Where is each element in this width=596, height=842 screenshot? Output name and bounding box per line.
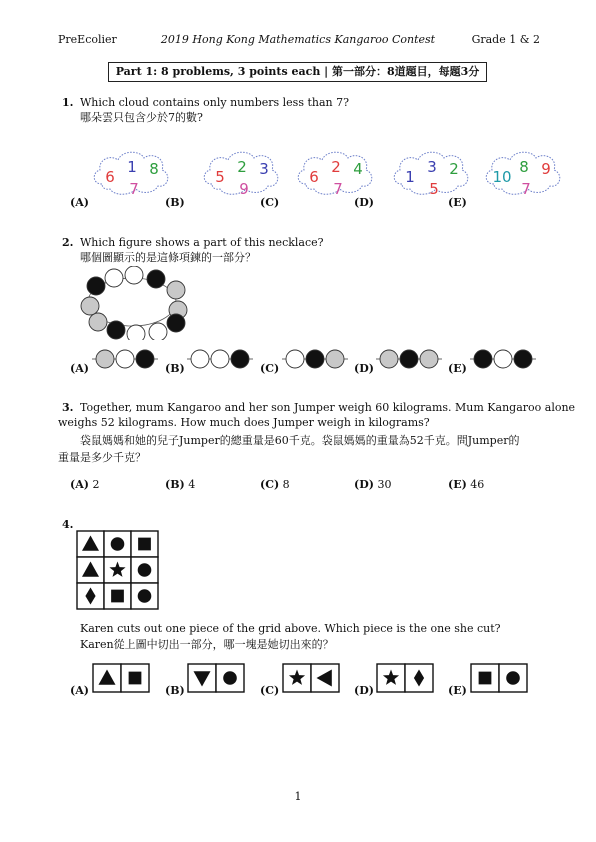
cloud-option[interactable] — [88, 144, 172, 200]
bead — [326, 350, 344, 368]
cloud-number: 6 — [309, 168, 319, 186]
grid-piece-option[interactable] — [376, 663, 434, 693]
necklace-figure — [76, 266, 196, 340]
cloud-number: 5 — [429, 180, 439, 198]
bead — [116, 350, 134, 368]
bead — [380, 350, 398, 368]
necklace-bead — [89, 313, 107, 331]
header-grade-division: PreEcolier — [58, 33, 117, 46]
cloud-number: 5 — [215, 168, 225, 186]
answer-option[interactable]: (C) 8 — [260, 478, 290, 491]
square-icon — [479, 672, 492, 685]
cloud-number: 7 — [333, 180, 343, 198]
cloud-option[interactable] — [480, 144, 564, 200]
cloud-number: 1 — [405, 168, 415, 186]
bead-chain-option[interactable] — [187, 348, 253, 374]
cloud-number: 8 — [149, 160, 159, 178]
circle-icon — [138, 589, 152, 603]
cloud-number: 9 — [239, 180, 249, 198]
necklace-bead — [87, 277, 105, 295]
cloud-number: 1 — [127, 158, 137, 176]
necklace-bead — [127, 325, 145, 340]
option-label: (D) — [354, 362, 374, 375]
part-title: Part 1: 8 problems, 3 points each | 第一部分：8道題目，每題3分 — [108, 62, 487, 82]
bead-chain-option[interactable] — [376, 348, 442, 374]
answer-option[interactable]: (B) 4 — [165, 478, 196, 491]
necklace-bead — [125, 266, 143, 284]
grid-piece-option[interactable] — [282, 663, 340, 693]
header-contest-title: 2019 Hong Kong Mathematics Kangaroo Contest — [160, 33, 436, 46]
answer-option[interactable]: (A) 2 — [70, 478, 100, 491]
necklace-bead — [167, 281, 185, 299]
square-icon — [138, 538, 151, 551]
option-label: (A) — [70, 684, 89, 697]
bead — [96, 350, 114, 368]
grid-piece-option[interactable] — [470, 663, 528, 693]
necklace-bead — [81, 297, 99, 315]
option-label: (E) — [448, 684, 467, 697]
q2-text-zh: 哪個圖顯示的是這條項鍊的一部分？ — [80, 251, 256, 264]
q3-text-en-1: Together, mum Kangaroo and her son Jumper weigh 60 kilograms. Mum Kangaroo alone — [80, 401, 576, 414]
answer-option[interactable]: (E) 46 — [448, 478, 485, 491]
necklace-bead — [167, 314, 185, 332]
option-label: (B) — [165, 196, 185, 209]
q3-text-en-2: weighs 52 kilograms. How much does Jumper weigh in kilograms? — [58, 416, 430, 429]
q3-text-zh-2: 重量是多少千克？ — [58, 451, 146, 464]
q4-text-zh: Karen從上圖中切出一部分，哪一塊是她切出來的？ — [80, 638, 334, 651]
cloud-option[interactable] — [292, 144, 376, 200]
option-label: (A) — [70, 196, 89, 209]
grid-piece-option[interactable] — [92, 663, 150, 693]
necklace-bead — [149, 323, 167, 340]
bead-chain-option[interactable] — [470, 348, 536, 374]
option-label: (D) — [354, 684, 374, 697]
shape-grid — [76, 530, 162, 612]
bead-chain-option[interactable] — [92, 348, 158, 374]
q3-text-zh-1: 袋鼠媽媽和她的兒子Jumper的總重量是60千克。袋鼠媽媽的重量為52千克。問Jumper的 — [80, 434, 520, 447]
bead — [286, 350, 304, 368]
square-icon — [111, 590, 124, 603]
bead — [474, 350, 492, 368]
cloud-number: 3 — [259, 160, 269, 178]
necklace-bead — [107, 321, 125, 339]
bead — [400, 350, 418, 368]
bead — [420, 350, 438, 368]
option-label: (D) — [354, 196, 374, 209]
necklace-bead — [147, 270, 165, 288]
bead — [136, 350, 154, 368]
grid-piece-option[interactable] — [187, 663, 245, 693]
cloud-number: 2 — [449, 160, 459, 178]
bead — [494, 350, 512, 368]
circle-icon — [138, 563, 152, 577]
circle-icon — [223, 671, 237, 685]
bead — [211, 350, 229, 368]
option-label: (B) — [165, 684, 185, 697]
cloud-number: 4 — [353, 160, 363, 178]
header-grade: Grade 1 & 2 — [471, 33, 540, 46]
bead-chain-option[interactable] — [282, 348, 348, 374]
bead — [191, 350, 209, 368]
bead — [231, 350, 249, 368]
cloud-number: 3 — [427, 158, 437, 176]
circle-icon — [506, 671, 520, 685]
option-label: (C) — [260, 362, 280, 375]
cloud-number: 9 — [541, 160, 551, 178]
bead — [306, 350, 324, 368]
cloud-number: 2 — [237, 158, 247, 176]
option-label: (E) — [448, 196, 467, 209]
page-number: 1 — [294, 790, 302, 803]
answer-option[interactable]: (D) 30 — [354, 478, 392, 491]
q4-text-en: Karen cuts out one piece of the grid above. Which piece is the one she cut? — [80, 622, 501, 635]
circle-icon — [111, 537, 125, 551]
option-label: (B) — [165, 362, 185, 375]
cloud-number: 10 — [492, 168, 512, 186]
option-label: (E) — [448, 362, 467, 375]
cloud-option[interactable] — [388, 144, 472, 200]
option-label: (C) — [260, 196, 280, 209]
q2-number: 2. — [62, 236, 74, 249]
bead — [514, 350, 532, 368]
cloud-option[interactable] — [198, 144, 282, 200]
option-label: (A) — [70, 362, 89, 375]
cloud-number: 7 — [521, 180, 531, 198]
q1-number: 1. — [62, 96, 74, 109]
necklace-bead — [105, 269, 123, 287]
cloud-number: 2 — [331, 158, 341, 176]
q1-text-en: Which cloud contains only numbers less than 7? — [80, 96, 350, 109]
q3-number: 3. — [62, 401, 74, 414]
cloud-number: 7 — [129, 180, 139, 198]
q4-number: 4. — [62, 518, 74, 531]
square-icon — [129, 672, 142, 685]
option-label: (C) — [260, 684, 280, 697]
cloud-number: 8 — [519, 158, 529, 176]
cloud-number: 6 — [105, 168, 115, 186]
q1-text-zh: 哪朵雲只包含少於7的數? — [80, 111, 203, 124]
q2-text-en: Which figure shows a part of this necklace? — [80, 236, 324, 249]
